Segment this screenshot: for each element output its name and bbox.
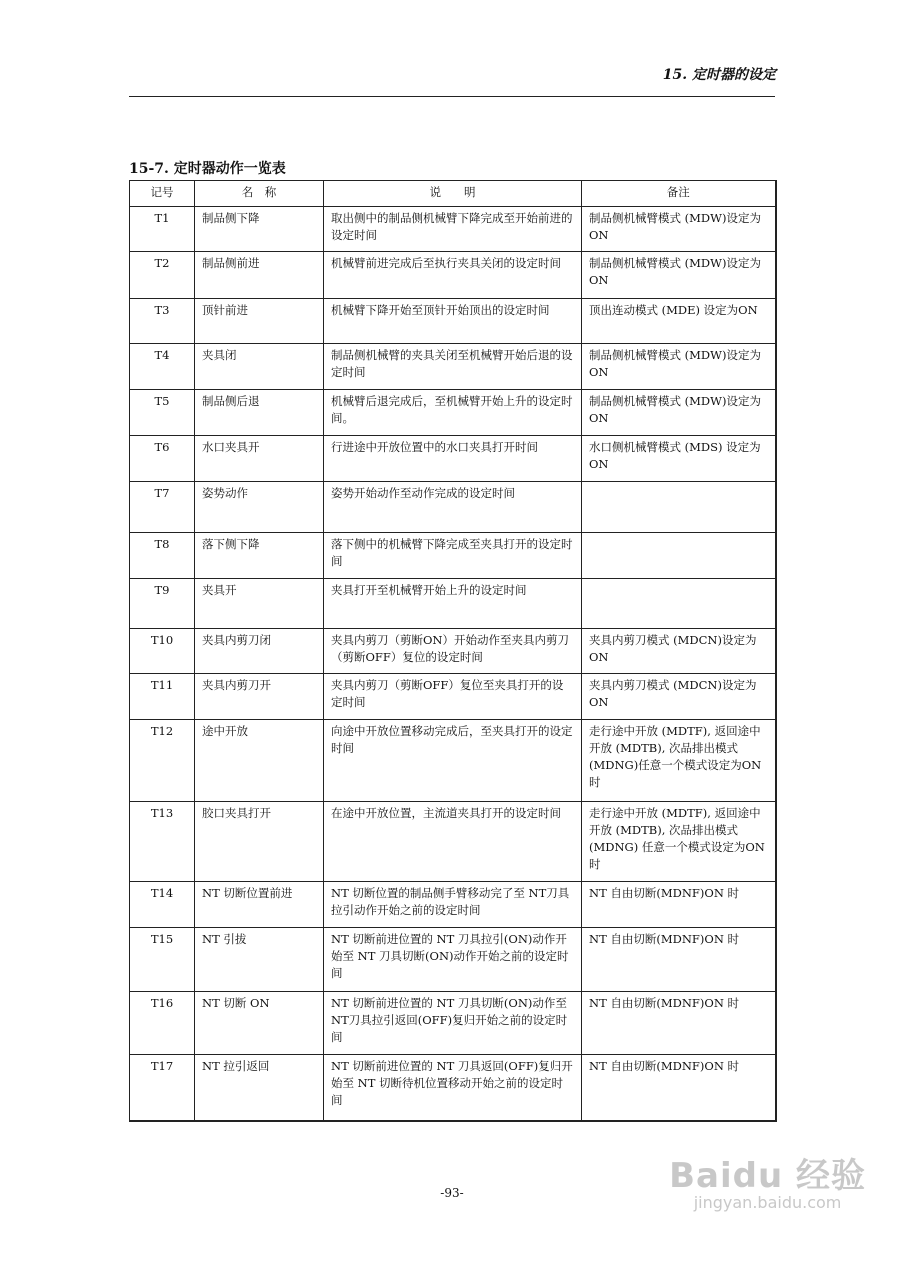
row-code: T15 (130, 928, 195, 992)
table-row (130, 882, 776, 928)
row-name: NT 拉引返回 (195, 1055, 324, 1121)
page-number: -93- (440, 1186, 464, 1200)
row-note (582, 482, 776, 533)
row-note: NT 自由切断(MDNF)ON 时 (582, 1055, 776, 1121)
table-row (130, 344, 776, 390)
row-name: 落下侧下降 (195, 533, 324, 579)
row-description: 取出侧中的制品侧机械臂下降完成至开始前进的设定时间 (324, 207, 582, 252)
row-description: 机械臂前进完成后至执行夹具关闭的设定时间 (324, 252, 582, 299)
row-code: T16 (130, 992, 195, 1055)
header-divider (129, 96, 775, 97)
row-note: NT 自由切断(MDNF)ON 时 (582, 882, 776, 928)
baidu-watermark (669, 1148, 866, 1212)
table-row (130, 674, 776, 720)
row-note: 夹具内剪刀模式 (MDCN)设定为ON (582, 629, 776, 674)
row-note: 制品侧机械臂模式 (MDW)设定为 ON (582, 252, 776, 299)
row-description: 夹具内剪刀（剪断OFF）复位至夹具打开的设定时间 (324, 674, 582, 720)
row-code: T8 (130, 533, 195, 579)
header-code: 记号 (130, 181, 195, 207)
row-name: 水口夹具开 (195, 436, 324, 482)
row-name: 姿势动作 (195, 482, 324, 533)
row-name: 顶针前进 (195, 299, 324, 344)
table-row (130, 629, 776, 674)
table-row (130, 802, 776, 882)
row-description: 夹具内剪刀（剪断ON）开始动作至夹具内剪刀（剪断OFF）复位的设定时间 (324, 629, 582, 674)
row-name: 夹具内剪刀闭 (195, 629, 324, 674)
row-name: 夹具开 (195, 579, 324, 629)
row-code: T13 (130, 802, 195, 882)
row-code: T5 (130, 390, 195, 436)
row-note: 制品侧机械臂模式 (MDW)设定为 ON (582, 207, 776, 252)
table-row (130, 992, 776, 1055)
row-description: NT 切断前进位置的 NT 刀具返回(OFF)复归开始至 NT 切断待机位置移动开始之前的设定时间 (324, 1055, 582, 1121)
header-note: 备注 (582, 181, 776, 207)
row-note: 顶出连动模式 (MDE) 设定为ON (582, 299, 776, 344)
row-note (582, 579, 776, 629)
table-row (130, 928, 776, 992)
row-name: NT 引拔 (195, 928, 324, 992)
row-code: T7 (130, 482, 195, 533)
row-note: 制品侧机械臂模式 (MDW)设定为 ON (582, 390, 776, 436)
table-row (130, 299, 776, 344)
table-row (130, 533, 776, 579)
row-description: 向途中开放位置移动完成后，至夹具打开的设定时间 (324, 720, 582, 802)
row-description: NT 切断前进位置的 NT 刀具拉引(ON)动作开始至 NT 刀具切断(ON)动作开始之前的设定时间 (324, 928, 582, 992)
header-name: 名 称 (195, 181, 324, 207)
row-description: 落下侧中的机械臂下降完成至夹具打开的设定时间 (324, 533, 582, 579)
row-description: 行进途中开放位置中的水口夹具打开时间 (324, 436, 582, 482)
table-row (130, 482, 776, 533)
row-name: 制品侧前进 (195, 252, 324, 299)
table-row (130, 390, 776, 436)
row-code: T1 (130, 207, 195, 252)
table-row (130, 720, 776, 802)
row-name: 夹具内剪刀开 (195, 674, 324, 720)
table-row (130, 579, 776, 629)
row-description: 机械臂后退完成后，至机械臂开始上升的设定时间。 (324, 390, 582, 436)
row-description: 机械臂下降开始至顶针开始顶出的设定时间 (324, 299, 582, 344)
row-note: 水口侧机械臂模式 (MDS) 设定为ON (582, 436, 776, 482)
row-note (582, 533, 776, 579)
row-code: T6 (130, 436, 195, 482)
section-title: 15-7. 定时器动作一览表 (129, 161, 286, 177)
row-note: NT 自由切断(MDNF)ON 时 (582, 992, 776, 1055)
row-name: NT 切断位置前进 (195, 882, 324, 928)
table-row (130, 252, 776, 299)
row-description: NT 切断位置的制品侧手臂移动完了至 NT刀具拉引动作开始之前的设定时间 (324, 882, 582, 928)
row-name: NT 切断 ON (195, 992, 324, 1055)
watermark-brand: Baidu 经验 (669, 1156, 866, 1196)
row-code: T11 (130, 674, 195, 720)
row-name: 制品侧后退 (195, 390, 324, 436)
header-description: 说 明 (324, 181, 582, 207)
timer-action-table (129, 180, 777, 1122)
row-code: T17 (130, 1055, 195, 1121)
row-description: 夹具打开至机械臂开始上升的设定时间 (324, 579, 582, 629)
page-header-title: 15. 定时器的设定 (662, 67, 776, 83)
row-code: T10 (130, 629, 195, 674)
row-description: 在途中开放位置，主流道夹具打开的设定时间 (324, 802, 582, 882)
row-description: 制品侧机械臂的夹具关闭至机械臂开始后退的设定时间 (324, 344, 582, 390)
row-note: 走行途中开放 (MDTF), 返回途中开放 (MDTB), 次品排出模式(MDNG)任意一个模式设定为ON时 (582, 720, 776, 802)
watermark-site: jingyan.baidu.com (693, 1193, 842, 1212)
row-note: NT 自由切断(MDNF)ON 时 (582, 928, 776, 992)
row-code: T12 (130, 720, 195, 802)
row-description: 姿势开始动作至动作完成的设定时间 (324, 482, 582, 533)
table-header-row (130, 181, 776, 207)
row-code: T4 (130, 344, 195, 390)
row-name: 途中开放 (195, 720, 324, 802)
row-name: 夹具闭 (195, 344, 324, 390)
row-name: 胶口夹具打开 (195, 802, 324, 882)
row-note: 夹具内剪刀模式 (MDCN)设定为ON (582, 674, 776, 720)
table-row (130, 207, 776, 252)
row-code: T9 (130, 579, 195, 629)
table-row (130, 436, 776, 482)
row-name: 制品侧下降 (195, 207, 324, 252)
row-note: 制品侧机械臂模式 (MDW)设定为 ON (582, 344, 776, 390)
row-description: NT 切断前进位置的 NT 刀具切断(ON)动作至NT刀具拉引返回(OFF)复归开始之前的设定时间 (324, 992, 582, 1055)
row-code: T2 (130, 252, 195, 299)
row-code: T3 (130, 299, 195, 344)
row-note: 走行途中开放 (MDTF), 返回途中开放 (MDTB), 次品排出模式(MDNG) 任意一个模式设定为ON时 (582, 802, 776, 882)
row-code: T14 (130, 882, 195, 928)
table-row (130, 1055, 776, 1121)
